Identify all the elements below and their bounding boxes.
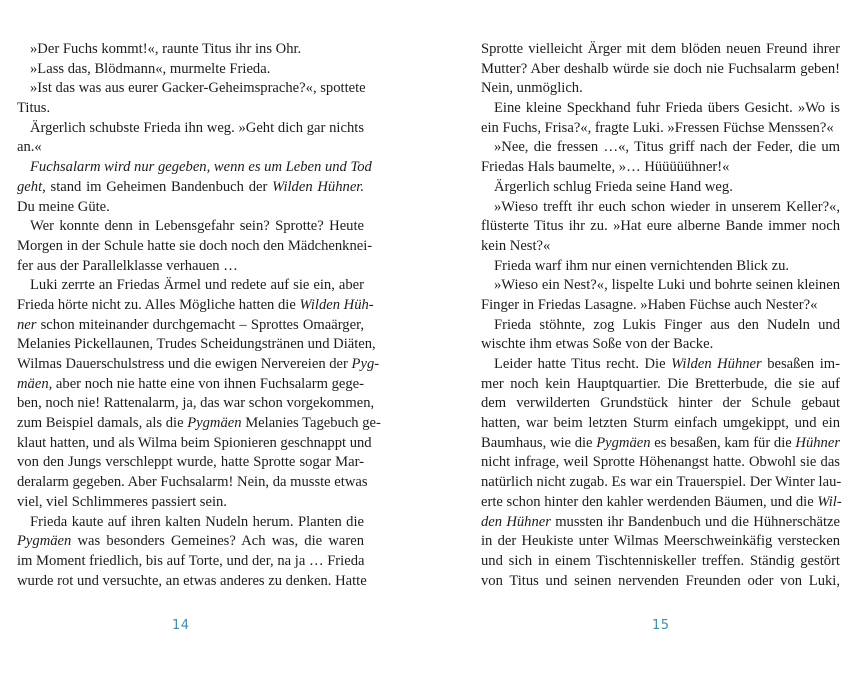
text-line	[17, 493, 364, 513]
italic-text-segment: Pygmäen	[17, 533, 72, 550]
text-line	[17, 198, 364, 218]
text-line	[481, 493, 840, 513]
text-line	[481, 198, 840, 218]
left-page	[17, 40, 381, 591]
text-segment: hatten, war beim letzten Sturm einfach umgekippt, und ein	[481, 415, 840, 432]
text-segment: stand im Geheimen Bandenbuch der	[45, 178, 273, 195]
italic-text-segment: Wil-	[817, 493, 842, 510]
italic-text-segment: Hühner	[795, 434, 841, 451]
italic-text-segment: Pygmäen	[187, 415, 242, 432]
text-segment: es besaßen, kam für die	[650, 434, 796, 451]
text-line	[481, 355, 840, 375]
text-segment: klaut hatten, und als Wilma beim Spionieren geschnappt und	[17, 434, 372, 451]
text-line	[17, 119, 364, 139]
text-segment: Wilmas Dauerschulstress und die ewigen Nervereien der	[17, 356, 352, 372]
text-segment: Melanies Pickellaunen, Trudes Scheidungstränen und Diäten,	[17, 336, 376, 353]
text-line	[481, 119, 840, 139]
text-segment: Baumhaus, wie die	[481, 434, 597, 451]
text-segment: Eine kleine Speckhand fuhr Frieda übers Gesicht. »Wo is	[494, 100, 840, 117]
text-segment: Titus.	[17, 100, 51, 117]
text-segment: an.«	[17, 139, 42, 156]
italic-text-segment: geht,	[17, 178, 46, 195]
text-line	[481, 394, 840, 414]
text-line	[481, 532, 840, 552]
text-segment: Du meine Güte.	[17, 198, 110, 215]
text-line	[481, 276, 840, 296]
text-segment: im Moment friedlich, bis auf Torte, und der, na ja … Frieda	[17, 552, 365, 569]
text-line	[17, 316, 364, 336]
text-line	[17, 40, 364, 60]
text-line	[17, 375, 364, 395]
text-segment: Frieda hörte nicht zu. Alles Mögliche hatten die	[17, 296, 300, 313]
text-line	[481, 513, 840, 533]
text-line	[481, 257, 840, 277]
text-line	[481, 473, 840, 493]
text-line	[481, 178, 840, 198]
text-segment: natürlich nicht zugab. Es war ein Trauerspiel. Der Winter lau-	[481, 474, 842, 491]
text-segment: Finger in Friedas Lasagne. »Haben Füchse auch Nester?«	[481, 296, 818, 313]
text-segment: kein Nest?«	[481, 237, 551, 254]
text-segment: von Titus und seinen nervenden Freunden oder von Luki,	[481, 572, 840, 589]
text-segment: »Nee, die fressen …«, Titus griff nach der Feder, die um	[494, 139, 840, 156]
text-segment: »Lass das, Blödmann«, murmelte Frieda.	[30, 60, 271, 77]
text-line	[17, 335, 376, 355]
text-line	[17, 453, 364, 473]
text-segment: Sprotte vielleicht Ärger mit dem blöden neuen Freund ihrer	[481, 41, 840, 57]
text-line	[17, 532, 364, 552]
right-page	[481, 40, 840, 591]
text-segment: »Wieso ein Nest?«, lispelte Luki und bohrte seinen kleinen	[494, 277, 840, 294]
text-line	[481, 158, 840, 178]
text-segment: Leider hatte Titus recht. Die	[494, 356, 672, 372]
page-number-left: 14	[172, 618, 190, 633]
text-segment: nicht infrage, weil Sprotte Höhenangst hatte. Obwohl sie das	[481, 454, 840, 471]
text-line	[17, 513, 364, 533]
text-line	[481, 552, 840, 572]
text-line	[17, 178, 364, 198]
text-line	[17, 237, 373, 257]
text-segment: wischte ihm etwas Soße von der Backe.	[481, 336, 714, 353]
text-line	[17, 296, 374, 316]
text-line	[481, 316, 840, 336]
italic-text-segment: Wilden Hühner	[671, 356, 762, 372]
text-segment: besaßen im-	[761, 356, 840, 372]
italic-text-segment: den Hühner	[481, 513, 551, 530]
text-segment: Ärgerlich schlug Frieda seine Hand weg.	[494, 178, 733, 195]
text-line	[17, 473, 368, 493]
text-segment: und sich in einem Tischtenniskeller treffen. Ständig gestört	[481, 552, 840, 569]
text-line	[17, 434, 372, 454]
text-line	[481, 40, 840, 60]
text-segment: ben, noch nie! Rattenalarm, ja, das war schon vorgekommen,	[17, 395, 375, 412]
text-segment: Frieda stöhnte, zog Lukis Finger aus den Nudeln und	[494, 316, 840, 333]
text-segment: deralarm gegeben. Aber Fuchsalarm! Nein, da musste etwas	[17, 474, 368, 491]
text-segment: von den Jungs verschleppt wurde, hatte Sprotte sogar Mar-	[17, 454, 364, 471]
text-segment: Frieda warf ihm nur einen vernichtenden Blick zu.	[494, 257, 790, 274]
text-line	[17, 158, 372, 178]
text-line	[481, 572, 840, 592]
text-line	[17, 394, 375, 414]
text-segment: flüsterte Titus ihr zu. »Hat eure alberne Bande immer noch	[481, 218, 840, 235]
text-line	[481, 434, 840, 454]
text-line	[481, 99, 840, 119]
text-segment: was besonders Gemeines? Ach was, die waren	[71, 533, 364, 550]
text-line	[17, 552, 364, 572]
text-segment: mussten ihr Bandenbuch und die Hühnerschätze	[550, 513, 840, 530]
text-segment: Nein, unmöglich.	[481, 80, 583, 97]
text-line	[481, 138, 840, 158]
text-line	[17, 79, 364, 99]
italic-text-segment: mäen,	[17, 375, 53, 392]
italic-text-segment: Wilden Hühner.	[272, 178, 364, 195]
text-segment: »Ist das was aus eurer Gacker-Geheimsprache?«, spottete	[30, 80, 366, 97]
text-segment: Ärgerlich schubste Frieda ihn weg. »Geht dich gar nichts	[30, 119, 364, 136]
italic-text-segment: Wilden Hüh-	[299, 296, 374, 313]
text-line	[481, 375, 840, 395]
text-segment: Wer konnte denn in Lebensgefahr sein? Sprotte? Heute	[30, 218, 364, 235]
text-line	[481, 79, 840, 99]
text-line	[481, 453, 840, 473]
text-segment: schon miteinander durchgemacht – Sprottes Omaärger,	[36, 316, 364, 333]
text-line	[481, 217, 840, 237]
text-segment: Luki zerrte an Friedas Ärmel und redete auf sie ein, aber	[30, 277, 364, 294]
text-line	[17, 138, 364, 158]
text-segment: wurde rot und versuchte, an etwas anderes zu denken. Hatte	[17, 572, 367, 589]
text-line	[17, 99, 364, 119]
text-line	[481, 414, 840, 434]
text-segment: dem verwilderten Grundstück hinter der Schule gebaut	[481, 395, 840, 412]
text-segment: fer aus der Parallelklasse verhauen …	[17, 257, 238, 274]
text-line	[17, 572, 367, 592]
text-line	[17, 257, 364, 277]
text-line	[17, 217, 364, 237]
text-line	[17, 355, 380, 375]
text-segment: erte schon hinter den kahler werdenden Bäumen, und die	[481, 493, 818, 510]
text-line	[17, 276, 364, 296]
text-segment: zum Beispiel damals, als die	[17, 415, 188, 432]
text-line	[481, 60, 840, 80]
text-segment: mer noch kein Hauptquartier. Die Bretterbude, die sie auf	[481, 375, 840, 392]
text-segment: viel, viel Schlimmeres passiert sein.	[17, 493, 227, 510]
text-segment: Frieda kaute auf ihren kalten Nudeln herum. Planten die	[30, 513, 364, 530]
text-segment: Morgen in der Schule hatte sie doch noch den Mädchenknei-	[17, 237, 373, 254]
text-line	[481, 335, 840, 355]
text-line	[481, 296, 840, 316]
text-segment: aber noch nie hatte eine von ihnen Fuchsalarm gege-	[52, 375, 364, 392]
text-segment: Friedas Hals baumelte, »… Hüüüüühner!«	[481, 159, 730, 176]
text-line	[17, 60, 364, 80]
italic-text-segment: Fuchsalarm wird nur gegeben, wenn es um Leben und Tod	[30, 159, 372, 176]
text-segment: ein Fuchs, Frisa?«, fragte Luki. »Fressen Füchse Menssen?«	[481, 119, 834, 136]
text-line	[481, 237, 840, 257]
italic-text-segment: Pyg-	[351, 356, 380, 372]
text-segment: »Wieso trefft ihr euch schon wieder in unserem Keller?«,	[494, 198, 840, 215]
text-segment: Melanies Tagebuch ge-	[241, 415, 381, 432]
text-line	[17, 414, 381, 434]
text-segment: »Der Fuchs kommt!«, raunte Titus ihr ins Ohr.	[30, 41, 302, 57]
page-number-right: 15	[652, 618, 670, 633]
italic-text-segment: Pygmäen	[596, 434, 651, 451]
italic-text-segment: ner	[17, 316, 37, 333]
text-segment: in der Heukiste unter Wilmas Meerschweinkäfig verstecken	[481, 533, 840, 550]
text-segment: Mutter? Aber deshalb würde sie doch nie Fuchsalarm geben!	[481, 60, 840, 77]
